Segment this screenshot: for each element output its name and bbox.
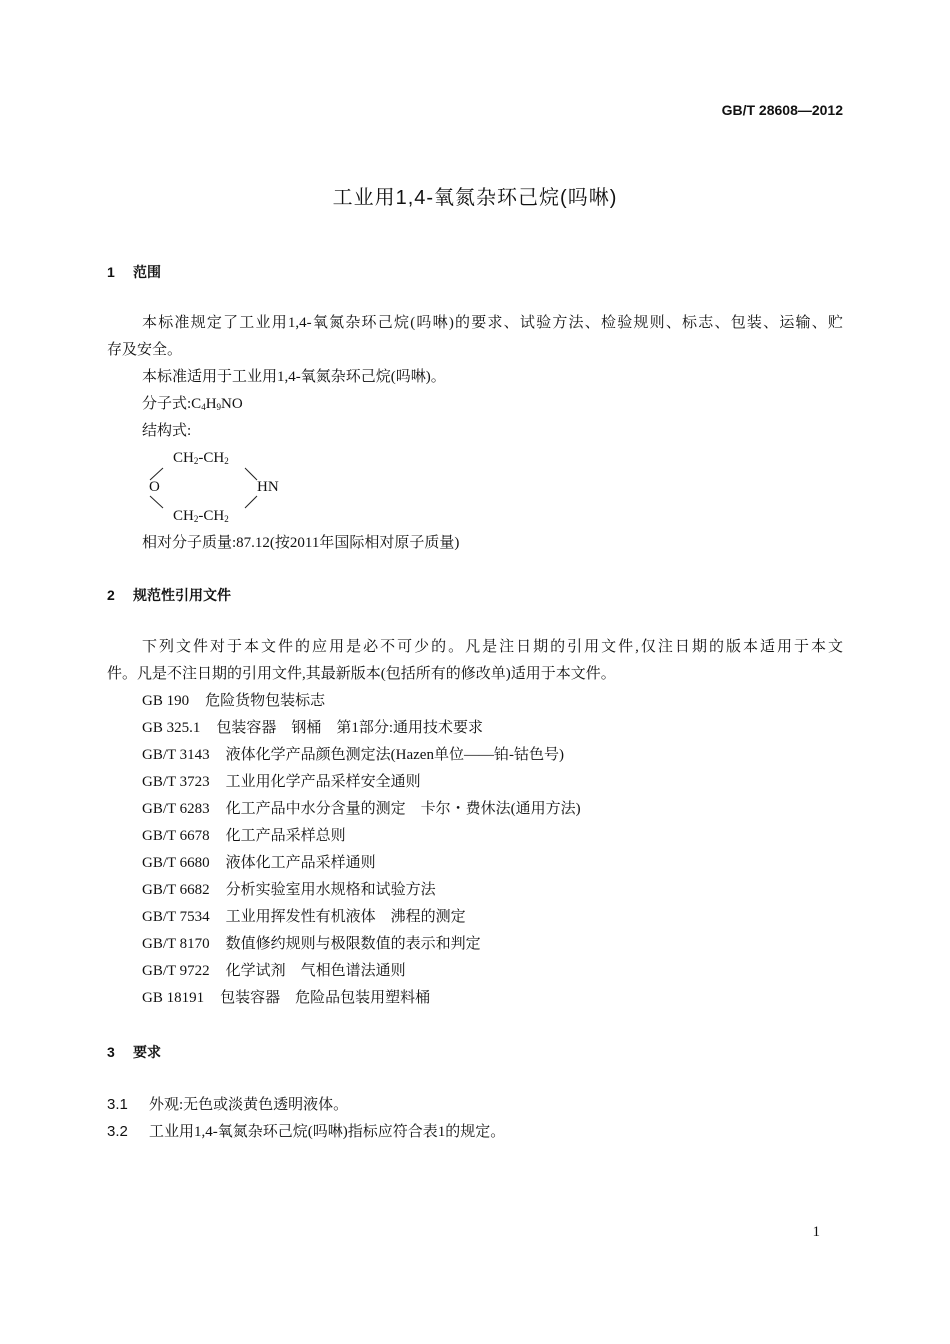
- formula-rest: NO: [221, 396, 243, 412]
- page-title: 工业用1,4-氧氮杂环己烷(吗啉): [332, 187, 618, 209]
- scope-paragraph-line: 本标准规定了工业用1,4-氧氮杂环己烷(吗啉)的要求、试验方法、检验规则、标志、包装、运输、贮: [142, 315, 843, 331]
- structural-formula: [145, 448, 295, 528]
- reference-item: [142, 907, 466, 927]
- structure-subscript: 2: [193, 456, 199, 466]
- reference-code: GB 325.1: [142, 720, 201, 736]
- references-intro-line: 件。凡是不注日期的引用文件,其最新版本(包括所有的修改单)适用于本文件。: [107, 666, 616, 682]
- reference-title: 分析实验室用水规格和试验方法: [225, 882, 436, 898]
- section-title: 规范性引用文件: [133, 587, 231, 603]
- reference-item: [142, 799, 581, 819]
- reference-item: [142, 718, 483, 738]
- section-heading-requirements: [107, 1042, 161, 1062]
- structure-nh: HN: [257, 479, 279, 495]
- reference-item: [142, 961, 406, 981]
- reference-item: [142, 880, 436, 900]
- formula-h: H: [205, 396, 217, 412]
- reference-title: 液体化学产品颜色测定法(Hazen单位——铂-钴色号): [225, 747, 564, 763]
- section-title: 范围: [133, 264, 161, 280]
- requirement-number: 3.2: [107, 1123, 128, 1140]
- reference-code: GB/T 7534: [142, 909, 210, 925]
- section-heading-scope: [107, 262, 161, 282]
- structure-ch: CH: [173, 508, 194, 524]
- reference-title: 工业用化学产品采样安全通则: [225, 774, 421, 790]
- section-title: 要求: [133, 1044, 161, 1060]
- section-heading-references: [107, 585, 231, 605]
- references-intro-line: 下列文件对于本文件的应用是必不可少的。凡是注日期的引用文件,仅注日期的版本适用于本文: [142, 639, 843, 655]
- section-number: 1: [107, 264, 115, 280]
- formula-h-count: 9: [216, 402, 222, 412]
- requirement-item: [107, 1122, 505, 1142]
- structure-dash: -: [198, 450, 204, 466]
- structure-label: 结构式:: [142, 423, 192, 439]
- reference-title: 液体化工产品采样通则: [225, 855, 376, 871]
- page-number: 1: [812, 1224, 820, 1240]
- formula-label: 分子式:: [142, 396, 192, 412]
- reference-item: [142, 772, 421, 792]
- reference-title: 包装容器 钢桶 第1部分:通用技术要求: [216, 720, 484, 736]
- structure-subscript: 2: [193, 514, 199, 524]
- requirement-text: 工业用1,4-氧氮杂环己烷(吗啉)指标应符合表1的规定。: [149, 1124, 506, 1140]
- reference-title: 工业用挥发性有机液体 沸程的测定: [225, 909, 466, 925]
- formula-c: C: [191, 396, 202, 412]
- structure-oxygen: O: [149, 479, 160, 495]
- molecular-mass: 相对分子质量:87.12(按2011年国际相对原子质量): [142, 535, 460, 551]
- section-number: 2: [107, 587, 115, 603]
- requirement-item: [107, 1095, 348, 1115]
- structure-ch: CH: [203, 508, 225, 524]
- reference-code: GB/T 3143: [142, 747, 210, 763]
- reference-title: 化工产品中水分含量的测定 卡尔・费休法(通用方法): [225, 801, 581, 817]
- reference-title: 数值修约规则与极限数值的表示和判定: [225, 936, 481, 952]
- structure-bottom: [173, 506, 229, 526]
- requirement-number: 3.1: [107, 1096, 128, 1113]
- reference-title: 化学试剂 气相色谱法通则: [225, 963, 406, 979]
- reference-item: [142, 826, 346, 846]
- reference-code: GB/T 8170: [142, 936, 210, 952]
- structure-top: [173, 448, 229, 468]
- molecular-formula: [142, 394, 243, 414]
- structure-ch: CH: [203, 450, 225, 466]
- formula-c-count: 4: [201, 402, 206, 412]
- requirement-text: 外观:无色或淡黄色透明液体。: [149, 1097, 349, 1113]
- reference-code: GB/T 6283: [142, 801, 210, 817]
- structure-subscript: 2: [224, 514, 229, 524]
- reference-title: 包装容器 危险品包装用塑料桶: [220, 990, 431, 1006]
- reference-item: [142, 934, 481, 954]
- reference-item: [142, 988, 430, 1008]
- reference-item: [142, 745, 564, 765]
- reference-code: GB/T 6680: [142, 855, 210, 871]
- reference-code: GB/T 6678: [142, 828, 210, 844]
- reference-item: [142, 691, 325, 711]
- reference-title: 危险货物包装标志: [205, 693, 326, 709]
- reference-code: GB/T 3723: [142, 774, 210, 790]
- scope-paragraph-line: 存及安全。: [107, 342, 183, 358]
- reference-title: 化工产品采样总则: [225, 828, 346, 844]
- reference-code: GB/T 6682: [142, 882, 210, 898]
- structure-subscript: 2: [224, 456, 229, 466]
- section-number: 3: [107, 1044, 115, 1060]
- reference-item: [142, 853, 376, 873]
- reference-code: GB 190: [142, 693, 190, 709]
- reference-code: GB/T 9722: [142, 963, 210, 979]
- scope-applicability: 本标准适用于工业用1,4-氧氮杂环己烷(吗啉)。: [142, 369, 446, 385]
- structure-ch: CH: [173, 450, 194, 466]
- structure-dash: -: [198, 508, 204, 524]
- reference-code: GB 18191: [142, 990, 205, 1006]
- standard-number: GB/T 28608—2012: [721, 102, 843, 118]
